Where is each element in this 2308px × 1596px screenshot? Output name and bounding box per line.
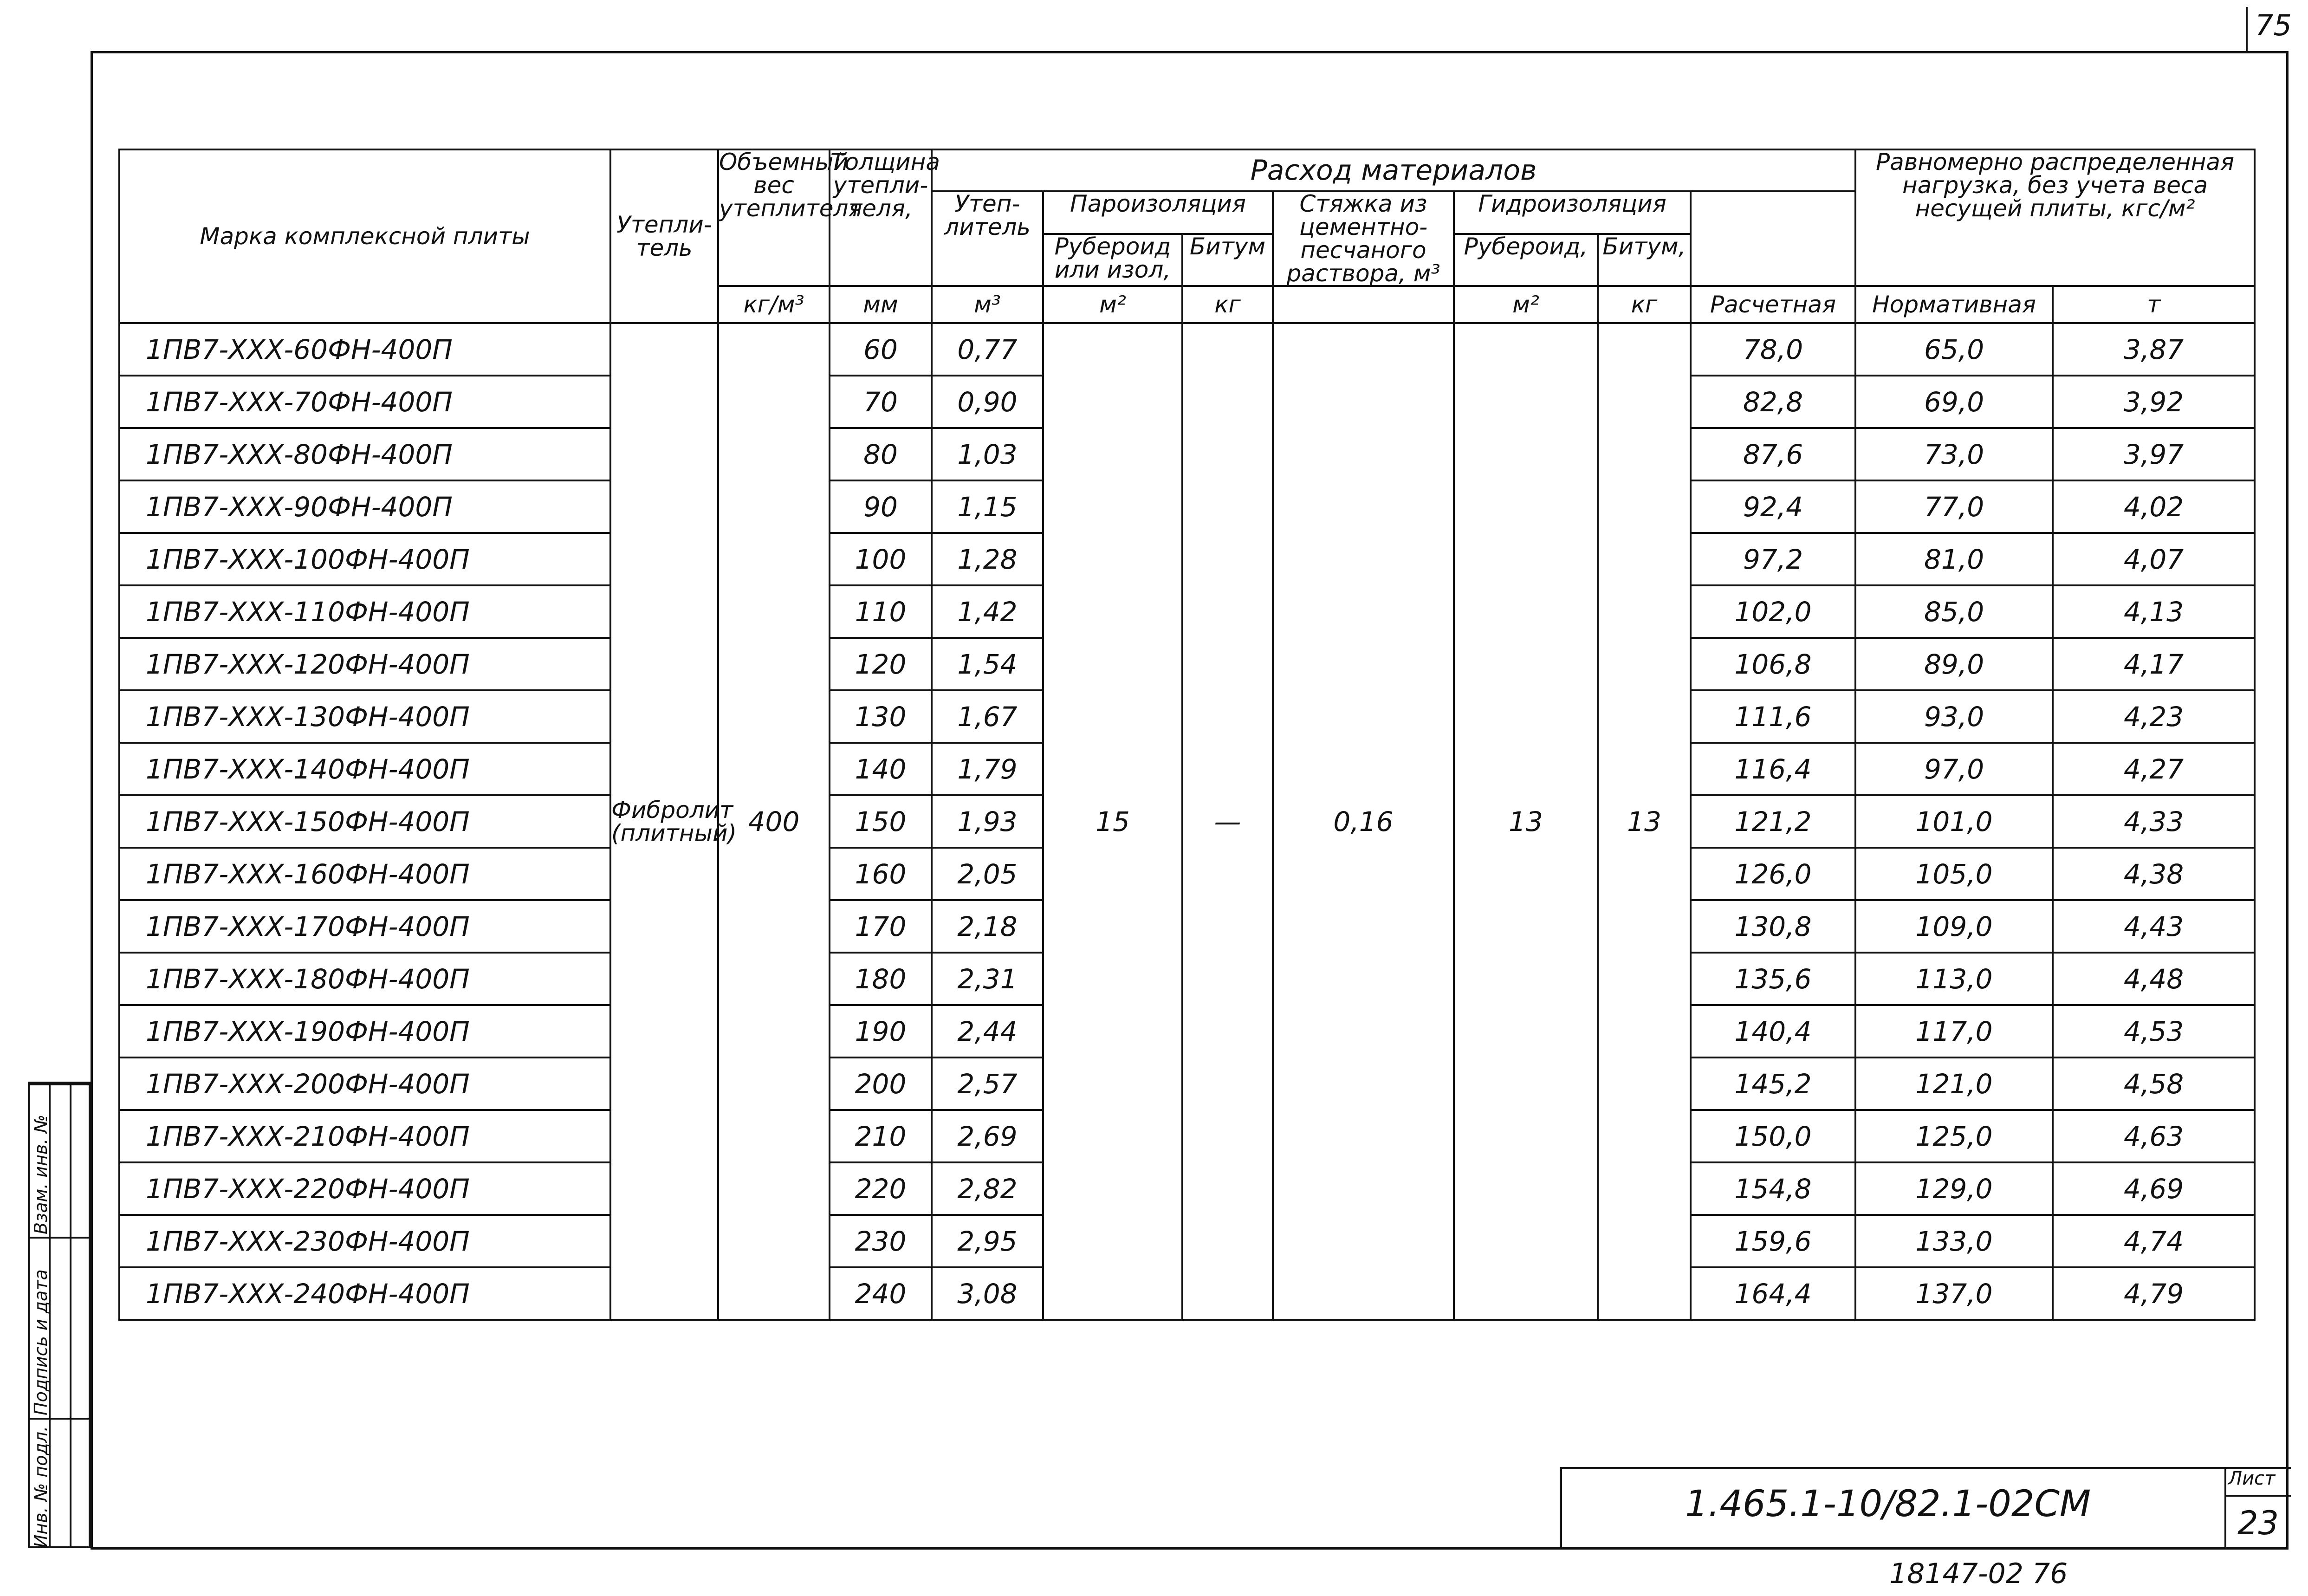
unit-insulant: м³ <box>932 286 1043 323</box>
row-load-norm: 73,0 <box>1855 428 2053 480</box>
header-vapor-bitumen: Битум <box>1182 234 1273 286</box>
row-load-norm: 97,0 <box>1855 743 2053 795</box>
row-load-calc: 164,4 <box>1691 1267 1855 1320</box>
document-number: 1.465.1-10/82.1-02CM <box>1685 1483 2091 1525</box>
row-mass: 4,43 <box>2053 900 2255 953</box>
row-thickness: 120 <box>830 638 932 690</box>
row-load-calc: 126,0 <box>1691 848 1855 900</box>
stamp-label-inv-podl: Инв. № подл. <box>31 1426 51 1548</box>
table-body <box>119 323 2255 1320</box>
row-mark: 1ПВ7-ХХХ-180ФН-400П <box>119 953 610 1005</box>
row-insulant: 2,82 <box>932 1162 1043 1215</box>
row-mark: 1ПВ7-ХХХ-240ФН-400П <box>119 1267 610 1320</box>
row-mark: 1ПВ7-ХХХ-130ФН-400П <box>119 690 610 743</box>
row-thickness: 160 <box>830 848 932 900</box>
row-load-norm: 81,0 <box>1855 533 2053 585</box>
row-mass: 4,63 <box>2053 1110 2255 1162</box>
header-thickness: Толщина утепли-теля, <box>830 149 932 286</box>
row-load-calc: 106,8 <box>1691 638 1855 690</box>
row-thickness: 220 <box>830 1162 932 1215</box>
row-insulant: 0,90 <box>932 376 1043 428</box>
row-mass: 4,02 <box>2053 480 2255 533</box>
stamp-col-2 <box>51 1083 71 1546</box>
row-load-calc: 87,6 <box>1691 428 1855 480</box>
header-insulant: Утеп-литель <box>932 191 1043 286</box>
row-insulant: 1,79 <box>932 743 1043 795</box>
stamp-divider-top <box>30 1083 91 1085</box>
header-mark: Марка комплексной плиты <box>119 149 610 323</box>
row-mark: 1ПВ7-ХХХ-200ФН-400П <box>119 1058 610 1110</box>
row-load-calc: 78,0 <box>1691 323 1855 376</box>
row-insulant: 2,31 <box>932 953 1043 1005</box>
header-hydro: Гидроизоляция <box>1454 191 1691 234</box>
row-insulant: 1,03 <box>932 428 1043 480</box>
row-mass: 4,53 <box>2053 1005 2255 1058</box>
row-hydro-ruberoid: 13 <box>1454 323 1598 1320</box>
header-hydro-ruberoid: Рубероид, <box>1454 234 1598 286</box>
header-hydro-bitumen: Битум, <box>1598 234 1691 286</box>
row-mass: 4,33 <box>2053 795 2255 848</box>
row-thickness: 170 <box>830 900 932 953</box>
row-mass: 4,58 <box>2053 1058 2255 1110</box>
row-thickness: 180 <box>830 953 932 1005</box>
row-load-norm: 129,0 <box>1855 1162 2053 1215</box>
row-insulant: 2,95 <box>932 1215 1043 1267</box>
row-mark: 1ПВ7-ХХХ-100ФН-400П <box>119 533 610 585</box>
row-mass: 4,07 <box>2053 533 2255 585</box>
row-insulant: 3,08 <box>932 1267 1043 1320</box>
sheet-number: 23 <box>2237 1504 2279 1542</box>
row-insulant: 1,28 <box>932 533 1043 585</box>
row-mass: 4,13 <box>2053 585 2255 638</box>
row-load-norm: 65,0 <box>1855 323 2053 376</box>
row-thickness: 100 <box>830 533 932 585</box>
row-thickness: 80 <box>830 428 932 480</box>
row-screed: 0,16 <box>1273 323 1454 1320</box>
row-thickness: 110 <box>830 585 932 638</box>
row-mark: 1ПВ7-ХХХ-170ФН-400П <box>119 900 610 953</box>
unit-vapor-ruberoid: м² <box>1043 286 1182 323</box>
row-load-calc: 159,6 <box>1691 1215 1855 1267</box>
row-mark: 1ПВ7-ХХХ-120ФН-400П <box>119 638 610 690</box>
unit-hydro-bitumen: кг <box>1598 286 1691 323</box>
row-load-norm: 89,0 <box>1855 638 2053 690</box>
unit-volume-weight: кг/м³ <box>718 286 830 323</box>
row-mark: 1ПВ7-ХХХ-220ФН-400П <box>119 1162 610 1215</box>
stamp-divider-2 <box>30 1418 91 1420</box>
row-thickness: 70 <box>830 376 932 428</box>
row-load-norm: 85,0 <box>1855 585 2053 638</box>
row-load-calc: 145,2 <box>1691 1058 1855 1110</box>
row-insulant: 1,15 <box>932 480 1043 533</box>
row-load-calc: 135,6 <box>1691 953 1855 1005</box>
sheet-divider <box>2224 1495 2291 1497</box>
row-mass: 4,48 <box>2053 953 2255 1005</box>
row-load-norm: 133,0 <box>1855 1215 2053 1267</box>
header-load-calc: Расчетная <box>1691 286 1855 323</box>
row-load-norm: 113,0 <box>1855 953 2053 1005</box>
row-vapor-ruberoid: 15 <box>1043 323 1182 1320</box>
row-mass: 4,23 <box>2053 690 2255 743</box>
row-load-calc: 150,0 <box>1691 1110 1855 1162</box>
row-insulant: 0,77 <box>932 323 1043 376</box>
row-insulation: Фибролит (плитный) <box>610 323 718 1320</box>
row-mark: 1ПВ7-ХХХ-70ФН-400П <box>119 376 610 428</box>
row-insulant: 1,67 <box>932 690 1043 743</box>
row-insulant: 2,44 <box>932 1005 1043 1058</box>
stamp-label-vzam: Взам. инв. № <box>31 1114 51 1234</box>
unit-vapor-bitumen: кг <box>1182 286 1273 323</box>
row-load-norm: 105,0 <box>1855 848 2053 900</box>
row-load-calc: 92,4 <box>1691 480 1855 533</box>
header-load-norm: Нормативная <box>1855 286 2053 323</box>
row-thickness: 230 <box>830 1215 932 1267</box>
row-mass: 4,27 <box>2053 743 2255 795</box>
row-load-norm: 101,0 <box>1855 795 2053 848</box>
row-insulant: 2,18 <box>932 900 1043 953</box>
row-mark: 1ПВ7-ХХХ-140ФН-400П <box>119 743 610 795</box>
row-insulant: 1,93 <box>932 795 1043 848</box>
stamp-label-signature: Подпись и дата <box>31 1269 51 1415</box>
row-mass: 4,69 <box>2053 1162 2255 1215</box>
row-mark: 1ПВ7-ХХХ-90ФН-400П <box>119 480 610 533</box>
row-mass: 4,17 <box>2053 638 2255 690</box>
page-number: 75 <box>2255 8 2292 42</box>
row-mass: 3,87 <box>2053 323 2255 376</box>
row-load-calc: 140,4 <box>1691 1005 1855 1058</box>
row-mark: 1ПВ7-ХХХ-60ФН-400П <box>119 323 610 376</box>
row-load-norm: 121,0 <box>1855 1058 2053 1110</box>
row-mark: 1ПВ7-ХХХ-110ФН-400П <box>119 585 610 638</box>
unit-thickness: мм <box>830 286 932 323</box>
row-mass: 3,97 <box>2053 428 2255 480</box>
unit-screed <box>1273 286 1454 323</box>
row-load-norm: 109,0 <box>1855 900 2053 953</box>
row-vapor-bitumen: — <box>1182 323 1273 1320</box>
row-mass: 4,74 <box>2053 1215 2255 1267</box>
row-load-norm: 117,0 <box>1855 1005 2053 1058</box>
row-load-calc: 121,2 <box>1691 795 1855 848</box>
row-mark: 1ПВ7-ХХХ-160ФН-400П <box>119 848 610 900</box>
row-load-norm: 137,0 <box>1855 1267 2053 1320</box>
row-mass: 3,92 <box>2053 376 2255 428</box>
header-screed: Стяжка из цементно-песчаного раствора, м³ <box>1273 191 1454 286</box>
row-mass: 4,38 <box>2053 848 2255 900</box>
unit-hydro-ruberoid: м² <box>1454 286 1598 323</box>
row-load-norm: 125,0 <box>1855 1110 2053 1162</box>
row-thickness: 190 <box>830 1005 932 1058</box>
bottom-code: 18147-02 76 <box>1889 1557 2068 1590</box>
row-insulant: 1,54 <box>932 638 1043 690</box>
sheet-label: Лист <box>2228 1468 2276 1489</box>
header-vapor: Пароизоляция <box>1043 191 1273 234</box>
row-thickness: 240 <box>830 1267 932 1320</box>
row-volume-weight: 400 <box>718 323 830 1320</box>
margin-stamp <box>28 1082 91 1548</box>
row-mark: 1ПВ7-ХХХ-80ФН-400П <box>119 428 610 480</box>
row-load-norm: 69,0 <box>1855 376 2053 428</box>
stamp-divider-1 <box>30 1237 91 1239</box>
row-load-calc: 82,8 <box>1691 376 1855 428</box>
row-thickness: 140 <box>830 743 932 795</box>
row-insulant: 2,05 <box>932 848 1043 900</box>
row-mark: 1ПВ7-ХХХ-190ФН-400П <box>119 1005 610 1058</box>
row-load-calc: 111,6 <box>1691 690 1855 743</box>
specification-table <box>118 149 2256 1321</box>
header-volume-weight: Объемный вес утеплителя <box>718 149 830 286</box>
row-load-norm: 77,0 <box>1855 480 2053 533</box>
row-insulant: 2,69 <box>932 1110 1043 1162</box>
header-consumption: Расход материалов <box>932 149 1855 191</box>
row-load-calc: 130,8 <box>1691 900 1855 953</box>
row-hydro-bitumen: 13 <box>1598 323 1691 1320</box>
row-load-calc: 154,8 <box>1691 1162 1855 1215</box>
row-thickness: 60 <box>830 323 932 376</box>
row-insulant: 1,42 <box>932 585 1043 638</box>
row-mark: 1ПВ7-ХХХ-210ФН-400П <box>119 1110 610 1162</box>
row-thickness: 210 <box>830 1110 932 1162</box>
unit-mass: т <box>2053 286 2255 323</box>
row-thickness: 150 <box>830 795 932 848</box>
row-thickness: 200 <box>830 1058 932 1110</box>
header-load: Равномерно распределенная нагрузка, без учета веса несущей плиты, кгс/м² <box>1855 149 2255 286</box>
row-mark: 1ПВ7-ХХХ-230ФН-400П <box>119 1215 610 1267</box>
header-insulation: Утепли-тель <box>610 149 718 323</box>
row-load-calc: 102,0 <box>1691 585 1855 638</box>
row-load-calc: 97,2 <box>1691 533 1855 585</box>
row-thickness: 130 <box>830 690 932 743</box>
row-insulant: 2,57 <box>932 1058 1043 1110</box>
row-load-calc: 116,4 <box>1691 743 1855 795</box>
table-row <box>119 323 2255 376</box>
row-load-norm: 93,0 <box>1855 690 2053 743</box>
row-thickness: 90 <box>830 480 932 533</box>
header-vapor-ruberoid: Рубероид или изол, <box>1043 234 1182 286</box>
row-mass: 4,79 <box>2053 1267 2255 1320</box>
row-mark: 1ПВ7-ХХХ-150ФН-400П <box>119 795 610 848</box>
